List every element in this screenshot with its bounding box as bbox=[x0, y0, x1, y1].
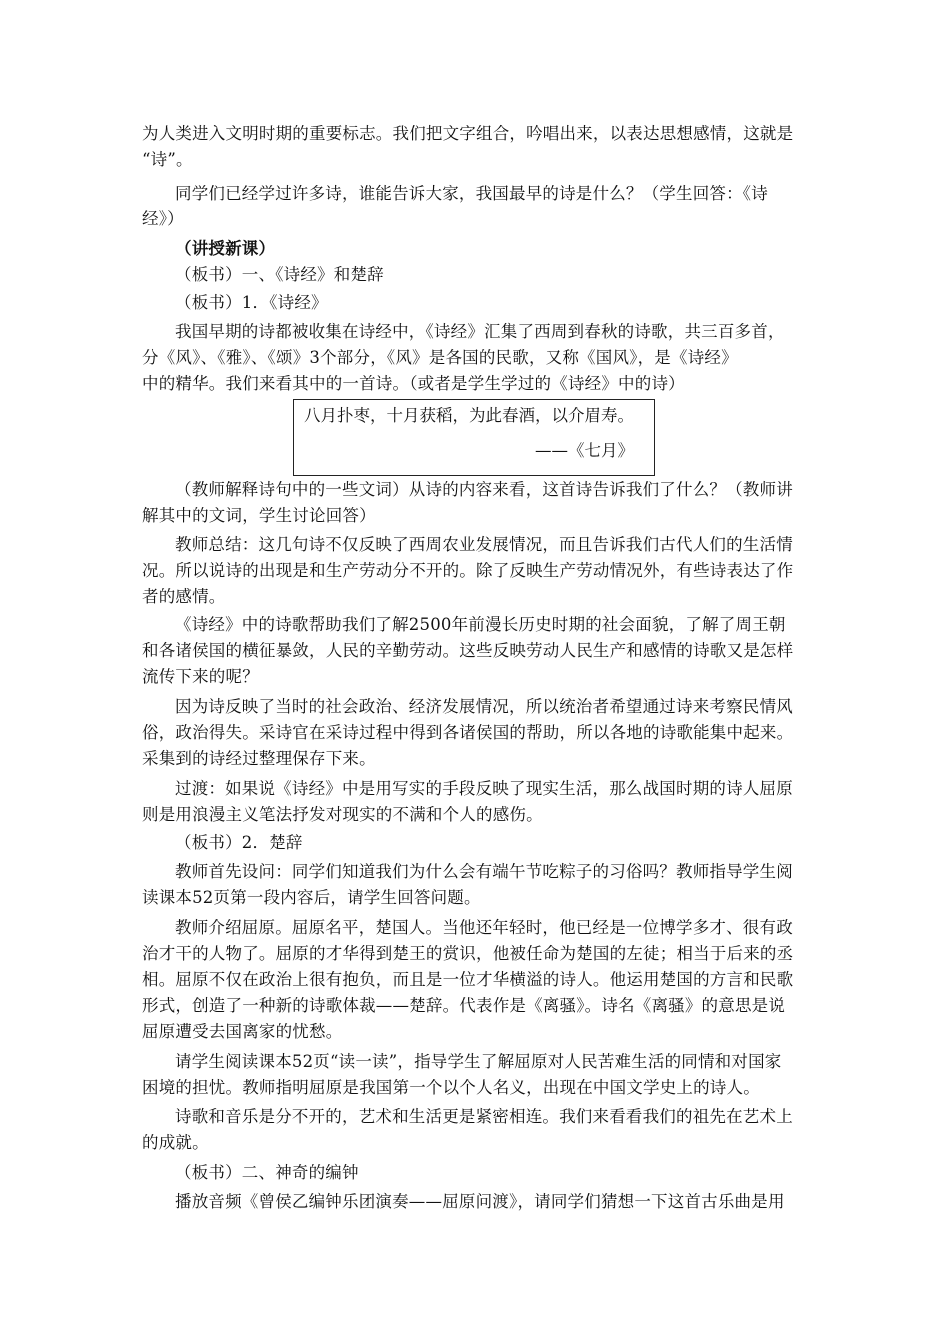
text-line: “诗”。 bbox=[142, 150, 193, 169]
poem-quote-box bbox=[293, 399, 655, 476]
text-line: 分《风》、《雅》、《颂》3个部分，《风》是各国的民歌，又称《国风》，是《诗经》 bbox=[142, 348, 738, 367]
text-line: 读课本52页第一段内容后，请学生回答问题。 bbox=[142, 888, 481, 907]
text-line: 诗歌和音乐是分不开的，艺术和生活更是紧密相连。我们来看看我们的祖先在艺术上 bbox=[175, 1107, 793, 1126]
text-line: 采集到的诗经过整理保存下来。 bbox=[142, 749, 376, 768]
text-line: 则是用浪漫主义笔法抒发对现实的不满和个人的感伤。 bbox=[142, 805, 543, 824]
text-line: 解其中的文词，学生讨论回答） bbox=[142, 506, 376, 525]
text-line: 治才干的人物了。屈原的才华得到楚王的赏识，他被任命为楚国的左徒；相当于后来的丞 bbox=[142, 944, 794, 963]
board-note: （板书）2．楚辞 bbox=[175, 833, 303, 852]
text-line: 我国早期的诗都被收集在诗经中，《诗经》汇集了西周到春秋的诗歌，共三百多首， bbox=[175, 322, 785, 341]
text-line: 教师总结：这几句诗不仅反映了西周农业发展情况，而且告诉我们古代人们的生活情 bbox=[175, 535, 793, 554]
poem-text: 八月扑枣，十月获稻，为此春酒，以介眉寿。 bbox=[304, 406, 634, 425]
text-line: 教师介绍屈原。屈原名平，楚国人。当他还年轻时，他已经是一位博学多才、很有政 bbox=[175, 918, 793, 937]
board-note: （板书）1．《诗经》 bbox=[175, 293, 328, 312]
text-line: 教师首先设问：同学们知道我们为什么会有端午节吃粽子的习俗吗？教师指导学生阅 bbox=[175, 862, 793, 881]
text-line: 请学生阅读课本52页“读一读”，指导学生了解屈原对人民苦难生活的同情和对国家 bbox=[175, 1052, 782, 1071]
text-line: 中的精华。我们来看其中的一首诗。（或者是学生学过的《诗经》中的诗） bbox=[142, 374, 685, 393]
text-line: 形式，创造了一种新的诗歌体裁——楚辞。代表作是《离骚》。诗名《离骚》的意思是说 bbox=[142, 996, 786, 1015]
text-line: 况。所以说诗的出现是和生产劳动分不开的。除了反映生产劳动情况外，有些诗表达了作 bbox=[142, 561, 794, 580]
text-line: 俗，政治得失。采诗官在采诗过程中得到各诸侯国的帮助，所以各地的诗歌能集中起来。 bbox=[142, 723, 794, 742]
text-line: 过渡：如果说《诗经》中是用写实的手段反映了现实生活，那么战国时期的诗人屈原 bbox=[175, 779, 793, 798]
text-line: 播放音频《曾侯乙编钟乐团演奏——屈原问渡》，请同学们猜想一下这首古乐曲是用 bbox=[175, 1192, 785, 1211]
section-heading: （讲授新课） bbox=[175, 239, 276, 258]
text-line: 和各诸侯国的横征暴敛，人民的辛勤劳动。这些反映劳动人民生产和感情的诗歌又是怎样 bbox=[142, 641, 794, 660]
text-line: 经》） bbox=[142, 209, 184, 228]
text-line: （教师解释诗句中的一些文词）从诗的内容来看，这首诗告诉我们了什么？（教师讲 bbox=[175, 480, 793, 499]
text-line: 流传下来的呢？ bbox=[142, 667, 259, 686]
text-line: 的成就。 bbox=[142, 1133, 209, 1152]
text-line: 困境的担忧。教师指明屈原是我国第一个以个人名义，出现在中国文学史上的诗人。 bbox=[142, 1078, 760, 1097]
poem-source: ——《七月》 bbox=[535, 441, 634, 460]
text-line: 为人类进入文明时期的重要标志。我们把文字组合，吟唱出来，以表达思想感情，这就是 bbox=[142, 124, 794, 143]
text-line: 者的感情。 bbox=[142, 587, 226, 606]
text-line: 屈原遭受去国离家的忧愁。 bbox=[142, 1022, 343, 1041]
text-line: 同学们已经学过许多诗，谁能告诉大家，我国最早的诗是什么？（学生回答：《诗 bbox=[175, 184, 768, 203]
text-line: 因为诗反映了当时的社会政治、经济发展情况，所以统治者希望通过诗来考察民情风 bbox=[175, 697, 793, 716]
board-note: （板书）一、《诗经》和楚辞 bbox=[175, 265, 384, 284]
text-line: 《诗经》中的诗歌帮助我们了解2500年前漫长历史时期的社会面貌，了解了周王朝 bbox=[175, 615, 786, 634]
text-line: 相。屈原不仅在政治上很有抱负，而且是一位才华横溢的诗人。他运用楚国的方言和民歌 bbox=[142, 970, 794, 989]
board-note: （板书）二、神奇的编钟 bbox=[175, 1163, 359, 1182]
